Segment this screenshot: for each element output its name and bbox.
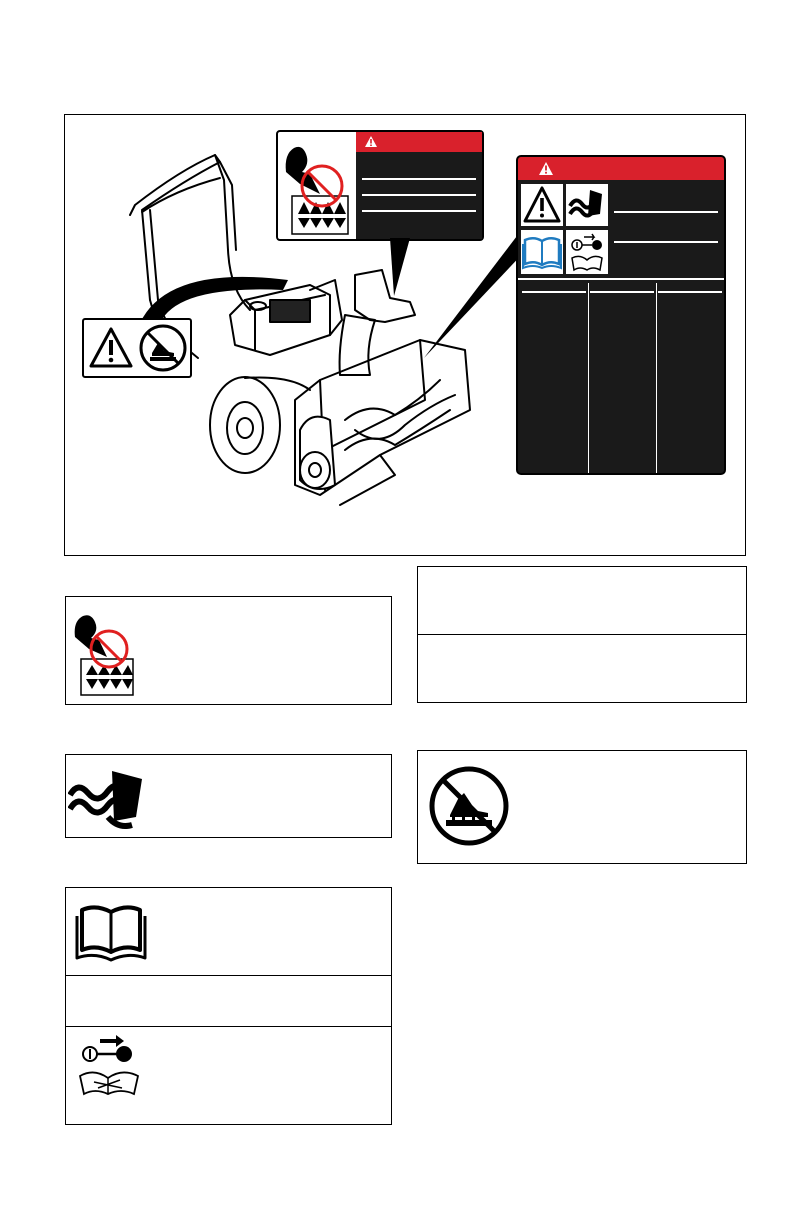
text-line (362, 210, 476, 212)
hand-in-auger-icon (280, 134, 352, 238)
read-manual-icon (521, 230, 563, 274)
column-header-line (658, 291, 722, 293)
text-line (614, 211, 718, 213)
icon-manual-cell (521, 230, 563, 274)
legend-manual-key (65, 887, 392, 1125)
legend-entanglement (65, 754, 392, 838)
warning-triangle-icon (521, 184, 563, 226)
remove-key-read-manual-icon (566, 230, 608, 274)
warning-triangle-icon (88, 326, 134, 370)
section-divider (66, 1026, 391, 1027)
icon-warning-cell (521, 184, 563, 226)
keep-feet-away-icon (138, 323, 188, 373)
danger-header-bar (356, 132, 482, 152)
label-right-panel (356, 132, 482, 239)
hand-in-auger-icon (71, 607, 141, 699)
label-pointer-left (138, 255, 298, 325)
text-line (362, 194, 476, 196)
column-divider (588, 283, 589, 473)
icon-entanglement-cell (566, 184, 608, 226)
text-line (362, 178, 476, 180)
legend-hand-auger (65, 596, 392, 705)
column-header-line (590, 291, 654, 293)
auger-entanglement-icon (68, 767, 148, 831)
remove-key-read-manual-icon (76, 1032, 146, 1098)
section-divider (418, 634, 746, 635)
danger-header-bar (518, 157, 724, 180)
legend-keep-feet-away (417, 750, 747, 864)
column-header-line (522, 291, 586, 293)
label-pointer-right (420, 230, 530, 360)
keep-feet-away-icon (428, 765, 510, 847)
warning-triangle-icon (364, 135, 378, 148)
label-keep-feet-away (82, 318, 192, 378)
label-danger-main (516, 155, 726, 475)
auger-entanglement-icon (566, 184, 608, 226)
text-line (614, 241, 718, 243)
column-divider (656, 283, 657, 473)
icon-key-cell (566, 230, 608, 274)
read-manual-icon (74, 900, 148, 966)
legend-text-box (417, 566, 747, 703)
label-danger-hand-auger (276, 130, 484, 241)
section-divider (518, 278, 724, 280)
warning-triangle-icon (538, 161, 554, 176)
label-pointer-center (380, 238, 420, 298)
section-divider (66, 975, 391, 976)
